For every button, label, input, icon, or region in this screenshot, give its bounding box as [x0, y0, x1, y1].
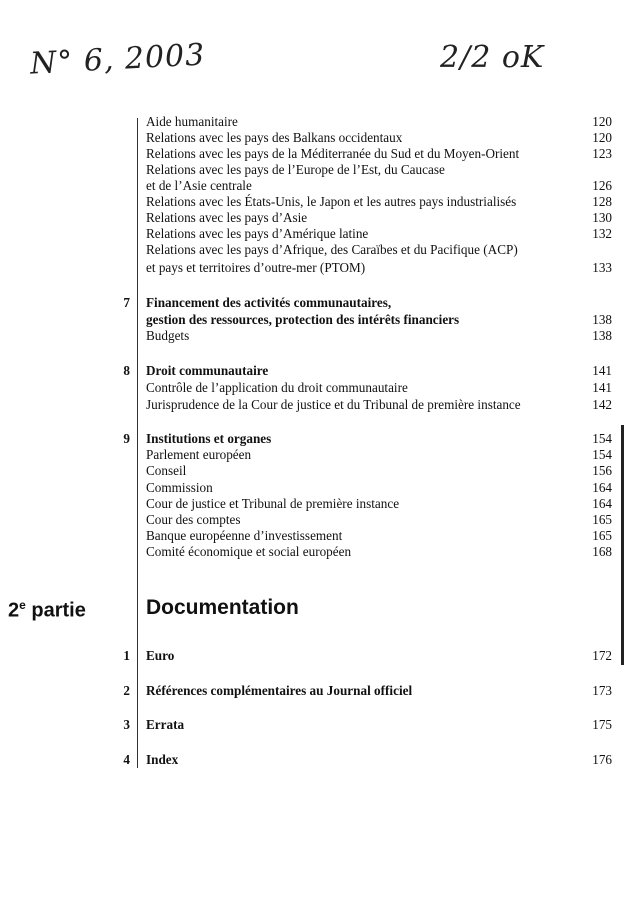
section-heading: Références complémentaires au Journal officiel: [146, 683, 413, 698]
toc-entry: Relations avec les pays d’Asie: [146, 210, 308, 225]
toc-page: 138: [592, 328, 612, 343]
toc-page: 133: [592, 260, 612, 275]
toc-page: 138: [592, 312, 612, 327]
section-heading: Errata: [146, 717, 185, 732]
part-label: 2e partie: [8, 598, 86, 622]
section-number: 7: [123, 295, 130, 310]
toc-entry: et de l’Asie centrale: [146, 178, 252, 193]
section-heading: Financement des activités communautaires,: [146, 295, 392, 310]
toc-entry: Budgets: [146, 328, 190, 343]
toc-entry: Banque européenne d’investissement: [146, 528, 343, 543]
toc-entry: Cour de justice et Tribunal de première instance: [146, 496, 400, 511]
handwritten-issue-note: N° 6, 2003: [29, 37, 207, 82]
toc-entry: Aide humanitaire: [146, 114, 238, 129]
toc-entry: Contrôle de l’application du droit communautaire: [146, 380, 408, 395]
section-heading: Institutions et organes: [146, 431, 272, 446]
toc-entry: Relations avec les pays de l’Europe de l’Est, du Caucase: [146, 162, 445, 177]
toc-page: 164: [592, 496, 612, 511]
section-heading: gestion des ressources, protection des intérêts financiers: [146, 312, 460, 327]
toc-page: 156: [592, 463, 612, 478]
toc-page: 164: [592, 480, 612, 495]
section-number: 9: [123, 431, 130, 446]
section-number: 4: [123, 752, 130, 767]
toc-entry: Relations avec les pays des Balkans occidentaux: [146, 130, 403, 145]
section-number: 2: [123, 683, 130, 698]
toc-page: 141: [592, 380, 612, 395]
section-divider-line: [137, 118, 138, 768]
toc-entry: Comité économique et social européen: [146, 544, 352, 559]
toc-page: 120: [592, 130, 612, 145]
toc-page: 142: [592, 397, 612, 412]
section-number: 8: [123, 363, 130, 378]
toc-entry: Relations avec les pays d’Afrique, des Caraïbes et du Pacifique (ACP): [146, 242, 518, 257]
toc-page: 165: [592, 528, 612, 543]
toc-entry: Relations avec les États-Unis, le Japon et les autres pays industrialisés: [146, 194, 517, 209]
section-heading: Droit communautaire: [146, 363, 269, 378]
toc-page: 154: [592, 447, 612, 462]
part-title: Documentation: [146, 596, 299, 619]
toc-page: 175: [592, 717, 612, 732]
section-number: 1: [123, 648, 130, 663]
toc-page: 130: [592, 210, 612, 225]
toc-page: 128: [592, 194, 612, 209]
toc-page: 132: [592, 226, 612, 241]
toc-entry: Relations avec les pays de la Méditerranée du Sud et du Moyen-Orient: [146, 146, 520, 161]
toc-page: 126: [592, 178, 612, 193]
toc-page: 120: [592, 114, 612, 129]
toc-page: 173: [592, 683, 612, 698]
toc-entry: Jurisprudence de la Cour de justice et du Tribunal de première instance: [146, 397, 521, 412]
toc-entry: et pays et territoires d’outre-mer (PTOM): [146, 260, 366, 275]
toc-entry: Parlement européen: [146, 447, 252, 462]
toc-page: 168: [592, 544, 612, 559]
toc-entry: Commission: [146, 480, 213, 495]
section-heading: Index: [146, 752, 179, 767]
toc-page: 123: [592, 146, 612, 161]
scan-edge-mark: [621, 425, 624, 665]
handwritten-check-note: 2/2 oK: [440, 40, 545, 75]
section-number: 3: [123, 717, 130, 732]
toc-page: 154: [592, 431, 612, 446]
toc-entry: Relations avec les pays d’Amérique latine: [146, 226, 369, 241]
section-heading: Euro: [146, 648, 175, 663]
toc-page: 165: [592, 512, 612, 527]
toc-entry: Cour des comptes: [146, 512, 241, 527]
toc-page: 176: [592, 752, 612, 767]
toc-entry: Conseil: [146, 463, 187, 478]
toc-page: 172: [592, 648, 612, 663]
toc-page: 141: [592, 363, 612, 378]
